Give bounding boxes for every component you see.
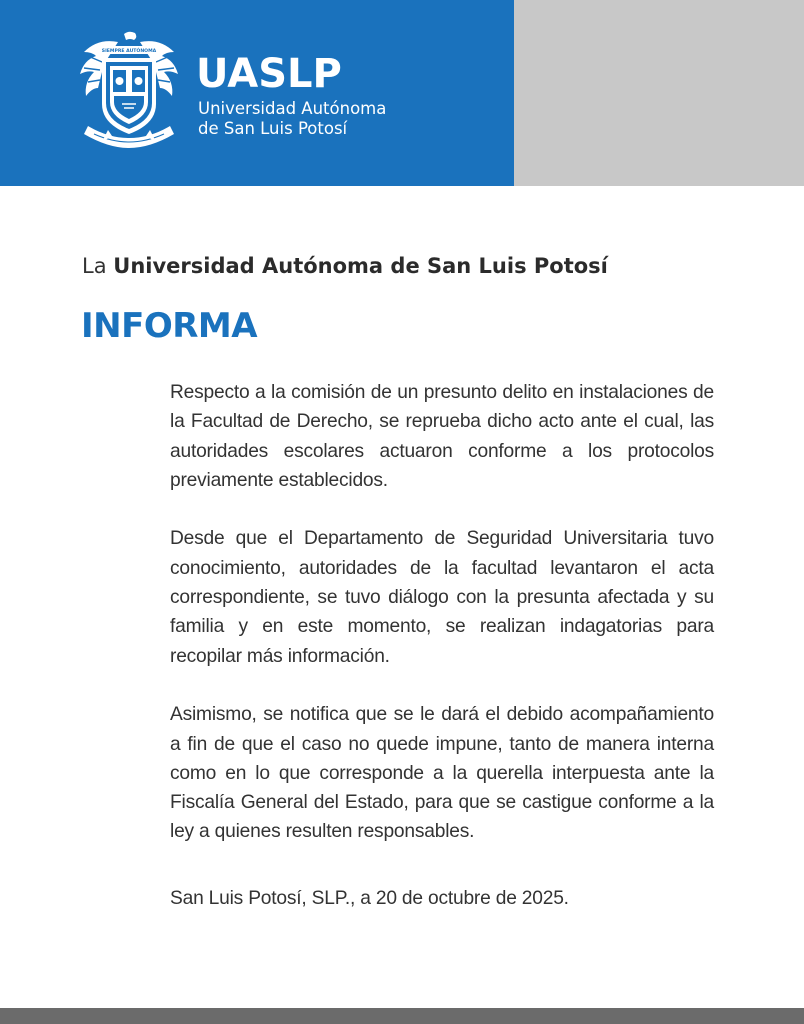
seal-motto <box>102 47 157 54</box>
brand-name-line-2: de San Luis Potosí <box>198 119 348 138</box>
brand-acronym: UASLP <box>196 51 342 97</box>
header-gray-panel <box>514 0 804 186</box>
intro-prefix: La <box>82 254 107 278</box>
headline-informa: INFORMA <box>81 306 258 346</box>
body-paragraph: Desde que el Departamento de Seguridad Universitaria tuvo conocimiento, autoridades de la facultad levantaron el acta correspondiente, se tuvo diálogo con la presunta afectada y su familia y en este momento, se realizan indagatorias para recopilar más información. <box>170 528 714 667</box>
footer-bar <box>0 1008 804 1024</box>
notice-body <box>170 378 714 876</box>
svg-text:SIEMPRE AUTÓNOMA: SIEMPRE AUTÓNOMA <box>101 49 157 54</box>
brand-full-name <box>198 99 386 139</box>
brand-name-line-1: Universidad Autónoma <box>198 99 387 118</box>
intro-institution: Universidad Autónoma de San Luis Potosí <box>113 254 608 278</box>
body-paragraph: Asimismo, se notifica que se le dará el debido acompañamiento a fin de que el caso no quede impune, tanto de manera interna como en lo que corresponde a la querella interpuesta ante la Fiscalía General del Estado, para que se castigue conforme a la ley a quienes resulten responsables. <box>170 704 714 843</box>
place-date-signoff: San Luis Potosí, SLP., a 20 de octubre de 2025. <box>170 888 569 909</box>
uaslp-seal-logo <box>78 30 180 152</box>
intro-line <box>82 252 608 280</box>
body-paragraph: Respecto a la comisión de un presunto delito en instalaciones de la Facultad de Derecho, se reprueba dicho acto ante el cual, las autoridades escolares actuaron conforme a los protocolos previamente establecidos. <box>170 382 714 491</box>
